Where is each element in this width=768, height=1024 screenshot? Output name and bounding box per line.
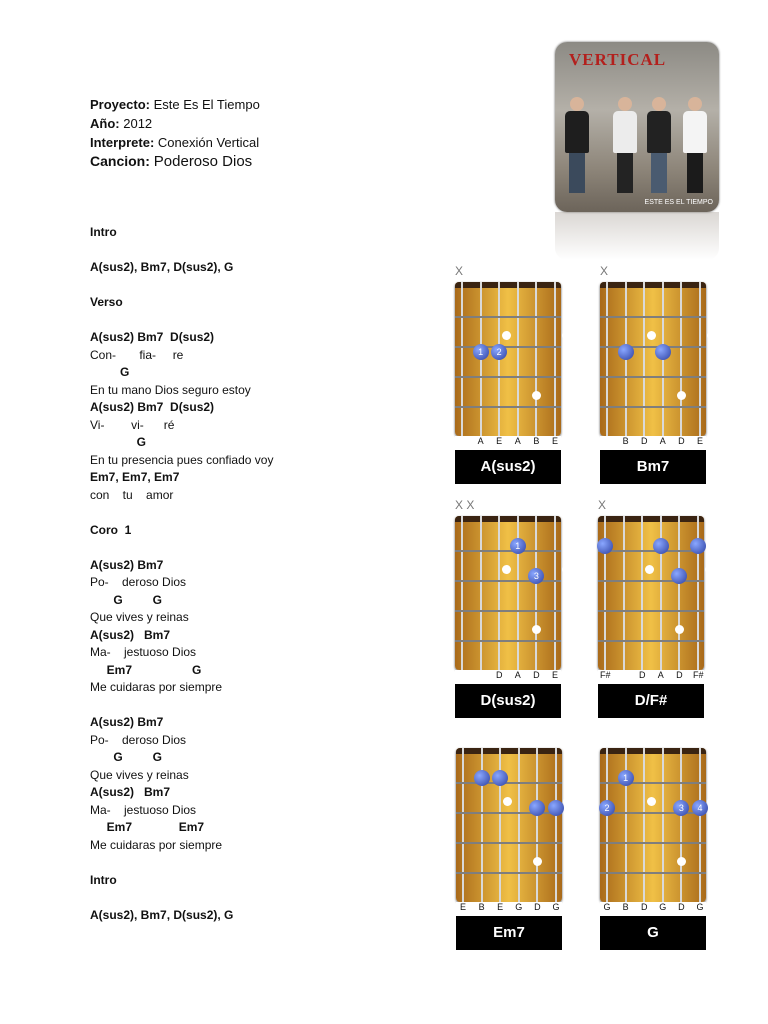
fret-marker	[705, 565, 714, 574]
string-note: E	[497, 902, 504, 912]
string-note: D	[678, 902, 685, 912]
lyric-line: En tu presencia pues confiado voy	[90, 452, 274, 467]
string-note: B	[622, 902, 629, 912]
chord-line: Em7, Em7, Em7	[90, 470, 180, 484]
string-note: F#	[600, 670, 611, 680]
fret-marker	[707, 331, 716, 340]
lyrics-sheet	[90, 224, 273, 924]
chord-line: Em7 G	[90, 662, 202, 677]
chord-line: A(sus2), Bm7, D(sus2), G	[90, 907, 234, 922]
finger-dot	[655, 344, 671, 360]
lyric-line	[90, 277, 273, 295]
fret-marker	[562, 565, 571, 574]
string-note: A	[659, 436, 666, 446]
string-note: D	[533, 670, 540, 680]
chord-line: A(sus2) Bm7	[90, 785, 171, 799]
fret-marker	[533, 857, 542, 866]
chord-line: Em7 Em7	[90, 820, 205, 834]
fret-marker	[707, 797, 716, 806]
muted-string-marks: X	[598, 498, 607, 512]
cover-reflection	[555, 212, 719, 260]
fret-marker	[502, 331, 511, 340]
string-note: D	[678, 436, 685, 446]
cancion-value: Poderoso Dios	[153, 153, 253, 170]
band-member-figure	[565, 97, 589, 189]
lyric-line: Con- fia- re	[90, 347, 184, 362]
chord-line: A(sus2) Bm7 D(sus2)	[90, 330, 215, 344]
muted-string-marks: X X	[455, 498, 475, 512]
finger-dot	[597, 538, 613, 554]
finger-dot	[653, 538, 669, 554]
string-note: G	[552, 902, 560, 912]
string-note: A	[657, 670, 664, 680]
fret-marker	[532, 625, 541, 634]
lyric-line: Me cuidaras por siempre	[90, 837, 223, 852]
lyric-line	[90, 242, 273, 260]
cover-logo: VERTICAL	[569, 50, 667, 69]
string-note: A	[514, 436, 521, 446]
string-note: D	[534, 902, 541, 912]
string-note: E	[696, 436, 703, 446]
string-note: E	[551, 670, 558, 680]
chord-line: Intro	[90, 225, 117, 239]
finger-dot: 3	[528, 568, 544, 584]
chord-name: G	[600, 916, 706, 950]
lyric-line: Po- deroso Dios	[90, 732, 187, 747]
string-notes	[600, 902, 706, 914]
string-note: B	[622, 436, 629, 446]
string-notes	[455, 436, 561, 448]
anio-value: 2012	[123, 116, 153, 131]
finger-dot	[690, 538, 706, 554]
cover-subtitle: ESTE ES EL TIEMPO	[644, 199, 713, 206]
cancion-label: Cancion:	[90, 153, 150, 169]
string-notes	[598, 670, 704, 682]
fret-marker	[647, 331, 656, 340]
chord-line: A(sus2) Bm7	[90, 715, 164, 729]
album-cover	[555, 42, 719, 212]
chord-line: A(sus2) Bm7	[90, 557, 164, 572]
chord-line: Coro 1	[90, 522, 132, 537]
string-note: G	[696, 902, 704, 912]
string-note: B	[533, 436, 540, 446]
string-notes	[455, 670, 561, 682]
chord-line: Verso	[90, 295, 123, 309]
lyric-line: En tu mano Dios seguro estoy	[90, 382, 251, 397]
fretboard	[600, 282, 706, 436]
lyric-line: Que vives y reinas	[90, 767, 189, 782]
string-note: D	[676, 670, 683, 680]
lyric-line: Vi- vi- ré	[90, 417, 175, 432]
string-note: G	[603, 902, 611, 912]
band-member-figure	[613, 97, 637, 189]
song-info	[90, 95, 260, 171]
fretboard	[455, 516, 561, 670]
finger-dot	[548, 800, 564, 816]
fret-marker	[647, 797, 656, 806]
lyric-line: Me cuidaras por siempre	[90, 680, 223, 694]
string-notes	[600, 436, 706, 448]
chord-line: Intro	[90, 872, 117, 887]
fret-marker	[677, 857, 686, 866]
string-note: A	[477, 436, 484, 446]
lyric-line: Po- deroso Dios	[90, 575, 187, 589]
chord-name: Em7	[456, 916, 562, 950]
lyric-line	[90, 854, 273, 872]
fret-marker	[677, 391, 686, 400]
fret-marker	[645, 565, 654, 574]
finger-dot: 2	[599, 800, 615, 816]
chord-line: G	[90, 435, 147, 449]
lyric-line	[90, 504, 273, 522]
string-note: D	[638, 670, 646, 680]
string-note: E	[496, 436, 503, 446]
interprete-label: Interprete:	[90, 135, 155, 150]
chord-name: D(sus2)	[455, 684, 561, 718]
string-note: D	[495, 670, 503, 680]
lyric-line	[90, 697, 273, 715]
string-note: G	[515, 902, 523, 912]
string-note: D	[640, 902, 648, 912]
lyric-line	[90, 889, 273, 907]
finger-dot: 1	[618, 770, 634, 786]
string-note: E	[551, 436, 558, 446]
proyecto-label: Proyecto:	[90, 97, 150, 112]
finger-dot: 3	[673, 800, 689, 816]
string-notes	[456, 902, 562, 914]
fretboard	[600, 748, 706, 902]
chord-name: A(sus2)	[455, 450, 561, 484]
finger-dot: 2	[491, 344, 507, 360]
string-note: F#	[693, 670, 704, 680]
lyric-line: Ma- jestuoso Dios	[90, 645, 197, 659]
chord-line: G G	[90, 592, 163, 607]
fret-marker	[675, 625, 684, 634]
fret-marker	[562, 331, 571, 340]
fretboard	[598, 516, 704, 670]
fretboard	[455, 282, 561, 436]
finger-dot	[474, 770, 490, 786]
string-note: D	[640, 436, 648, 446]
fret-marker	[502, 565, 511, 574]
finger-dot: 1	[473, 344, 489, 360]
string-note: B	[478, 902, 485, 912]
chord-line: A(sus2) Bm7	[90, 627, 171, 642]
lyric-line: Ma- jestuoso Dios	[90, 802, 197, 817]
fretboard	[456, 748, 562, 902]
string-note: E	[459, 902, 466, 912]
lyric-line	[90, 312, 273, 330]
lyric-line: con tu amor	[90, 487, 174, 502]
band-member-figure	[683, 97, 707, 189]
fret-marker	[532, 391, 541, 400]
muted-string-marks: X	[455, 264, 464, 278]
string-note: G	[659, 902, 667, 912]
proyecto-value: Este Es El Tiempo	[153, 97, 260, 112]
finger-dot: 4	[692, 800, 708, 816]
chord-line: A(sus2) Bm7 D(sus2)	[90, 400, 215, 414]
finger-dot	[618, 344, 634, 360]
lyric-line	[90, 539, 273, 557]
fret-marker	[563, 797, 572, 806]
chord-name: D/F#	[598, 684, 704, 718]
muted-string-marks: X	[600, 264, 609, 278]
band-member-figure	[647, 97, 671, 189]
lyric-line: Que vives y reinas	[90, 610, 189, 624]
finger-dot: 1	[510, 538, 526, 554]
string-note: A	[514, 670, 521, 680]
fret-marker	[503, 797, 512, 806]
chord-line: G	[90, 365, 130, 379]
interprete-value: Conexión Vertical	[157, 135, 260, 150]
chord-name: Bm7	[600, 450, 706, 484]
chord-line: A(sus2), Bm7, D(sus2), G	[90, 260, 234, 274]
chord-line: G G	[90, 750, 163, 764]
anio-label: Año:	[90, 116, 120, 131]
